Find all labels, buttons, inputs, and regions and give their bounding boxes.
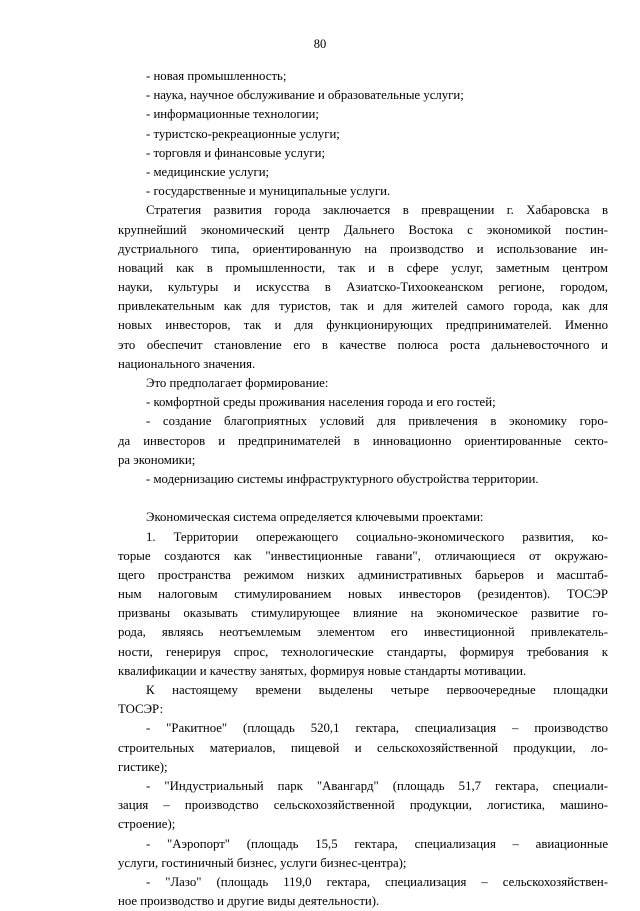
page-number: 80: [313, 37, 327, 51]
sites-intro-line: ТОСЭР:: [118, 702, 164, 717]
list-item: - медицинские услуги;: [146, 164, 270, 179]
list-item: - туристско-рекреационные услуги;: [146, 126, 340, 141]
formation-intro: Это предполагает формирование:: [146, 376, 329, 390]
paragraph-line: крупнейший экономический центр Дальнего Востока с экономикой постин-: [118, 222, 608, 237]
paragraph-line: это обеспечит становление его в качестве полюса роста дальневосточного и: [118, 337, 608, 352]
list-item: - комфортной среды проживания населения города и его гостей;: [146, 395, 496, 410]
formation-section: [118, 374, 608, 489]
paragraph-line: рода, являясь неотъемлемым элементом его инвестиционной привлекатель-: [118, 625, 608, 640]
paragraph-line: щего пространства режимом низких административных барьеров и масштаб-: [118, 567, 608, 582]
site-item-line: - "Лазо" (площадь 119,0 гектара, специализация – сельскохозяйствен-: [146, 874, 608, 889]
sites-section: [118, 681, 608, 911]
list-item: - информационные технологии;: [146, 107, 319, 122]
site-item-line: строительных материалов, пищевой и сельскохозяйственной продукции, ло-: [118, 740, 608, 755]
site-item-line: ное производство и другие виды деятельности).: [118, 894, 380, 909]
sites-intro-line: К настоящему времени выделены четыре первоочередные площадки: [146, 683, 608, 697]
paragraph-line: торые создаются как "инвестиционные гавани", отличающиеся от окружаю-: [118, 548, 608, 563]
paragraph-line: дустриального типа, ориентированную на производство и использование ин-: [118, 241, 608, 256]
site-item-line: гистике);: [118, 759, 168, 774]
paragraph-line: национального значения.: [118, 356, 256, 371]
list-item: - государственные и муниципальные услуги.: [146, 184, 391, 199]
paragraph-line: новаций как в промышленности, так и в сфере услуг, заметным центром: [118, 260, 608, 275]
site-item-line: - "Индустриальный парк "Авангард" (площадь 51,7 гектара, специали-: [146, 778, 608, 793]
sector-list: [118, 67, 608, 201]
list-item: - создание благоприятных условий для привлечения в экономику горо-: [146, 414, 608, 429]
list-item: - новая промышленность;: [146, 69, 287, 83]
paragraph-line: ности, генерируя спрос, технологические стандарты, формируя требования к: [118, 644, 608, 659]
list-item: да инвесторов и предпринимателей в инновационно ориентированные секто-: [118, 433, 608, 448]
paragraph-line: ным налоговым стимулированием новых инвесторов (резидентов). ТОСЭР: [118, 587, 608, 602]
site-item-line: услуги, гостиничный бизнес, услуги бизнес-центра);: [118, 855, 407, 870]
paragraph-line: 1. Территории опережающего социально-экономического развития, ко-: [146, 529, 608, 544]
paragraph-line: призваны оказывать стимулирующее влияние на экономическое развитие го-: [118, 606, 608, 621]
blank-line: [118, 489, 608, 508]
paragraph-line: науки, культуры и искусства в Азиатско-Тихоокеанском регионе, городом,: [118, 280, 608, 295]
site-item-line: зация – производство сельскохозяйственной продукции, логистика, машино-: [118, 798, 608, 813]
economic-section: [118, 508, 608, 681]
list-item: - модернизацию системы инфраструктурного обустройства территории.: [146, 471, 539, 486]
list-item: - торговля и финансовые услуги;: [146, 145, 326, 160]
site-item-line: - "Аэропорт" (площадь 15,5 гектара, специализация – авиационные: [146, 836, 608, 851]
economic-intro: Экономическая система определяется ключевыми проектами:: [146, 510, 484, 525]
page-body: [118, 67, 608, 911]
paragraph-line: новых инвесторов, так и для функционирующих предпринимателей. Именно: [118, 318, 608, 333]
list-item: ра экономики;: [118, 452, 196, 467]
paragraph-line: квалификации и качеству занятых, формируя новые стандарты мотивации.: [118, 663, 527, 678]
site-item-line: - "Ракитное" (площадь 520,1 гектара, специализация – производство: [146, 721, 608, 736]
list-item: - наука, научное обслуживание и образовательные услуги;: [146, 88, 464, 103]
site-item-line: строение);: [118, 817, 176, 832]
strategy-paragraph: [118, 201, 608, 374]
paragraph-line: Стратегия развития города заключается в превращении г. Хабаровска в: [146, 203, 608, 218]
paragraph-line: привлекательным как для туристов, так и для жителей самого города, как для: [118, 299, 608, 314]
